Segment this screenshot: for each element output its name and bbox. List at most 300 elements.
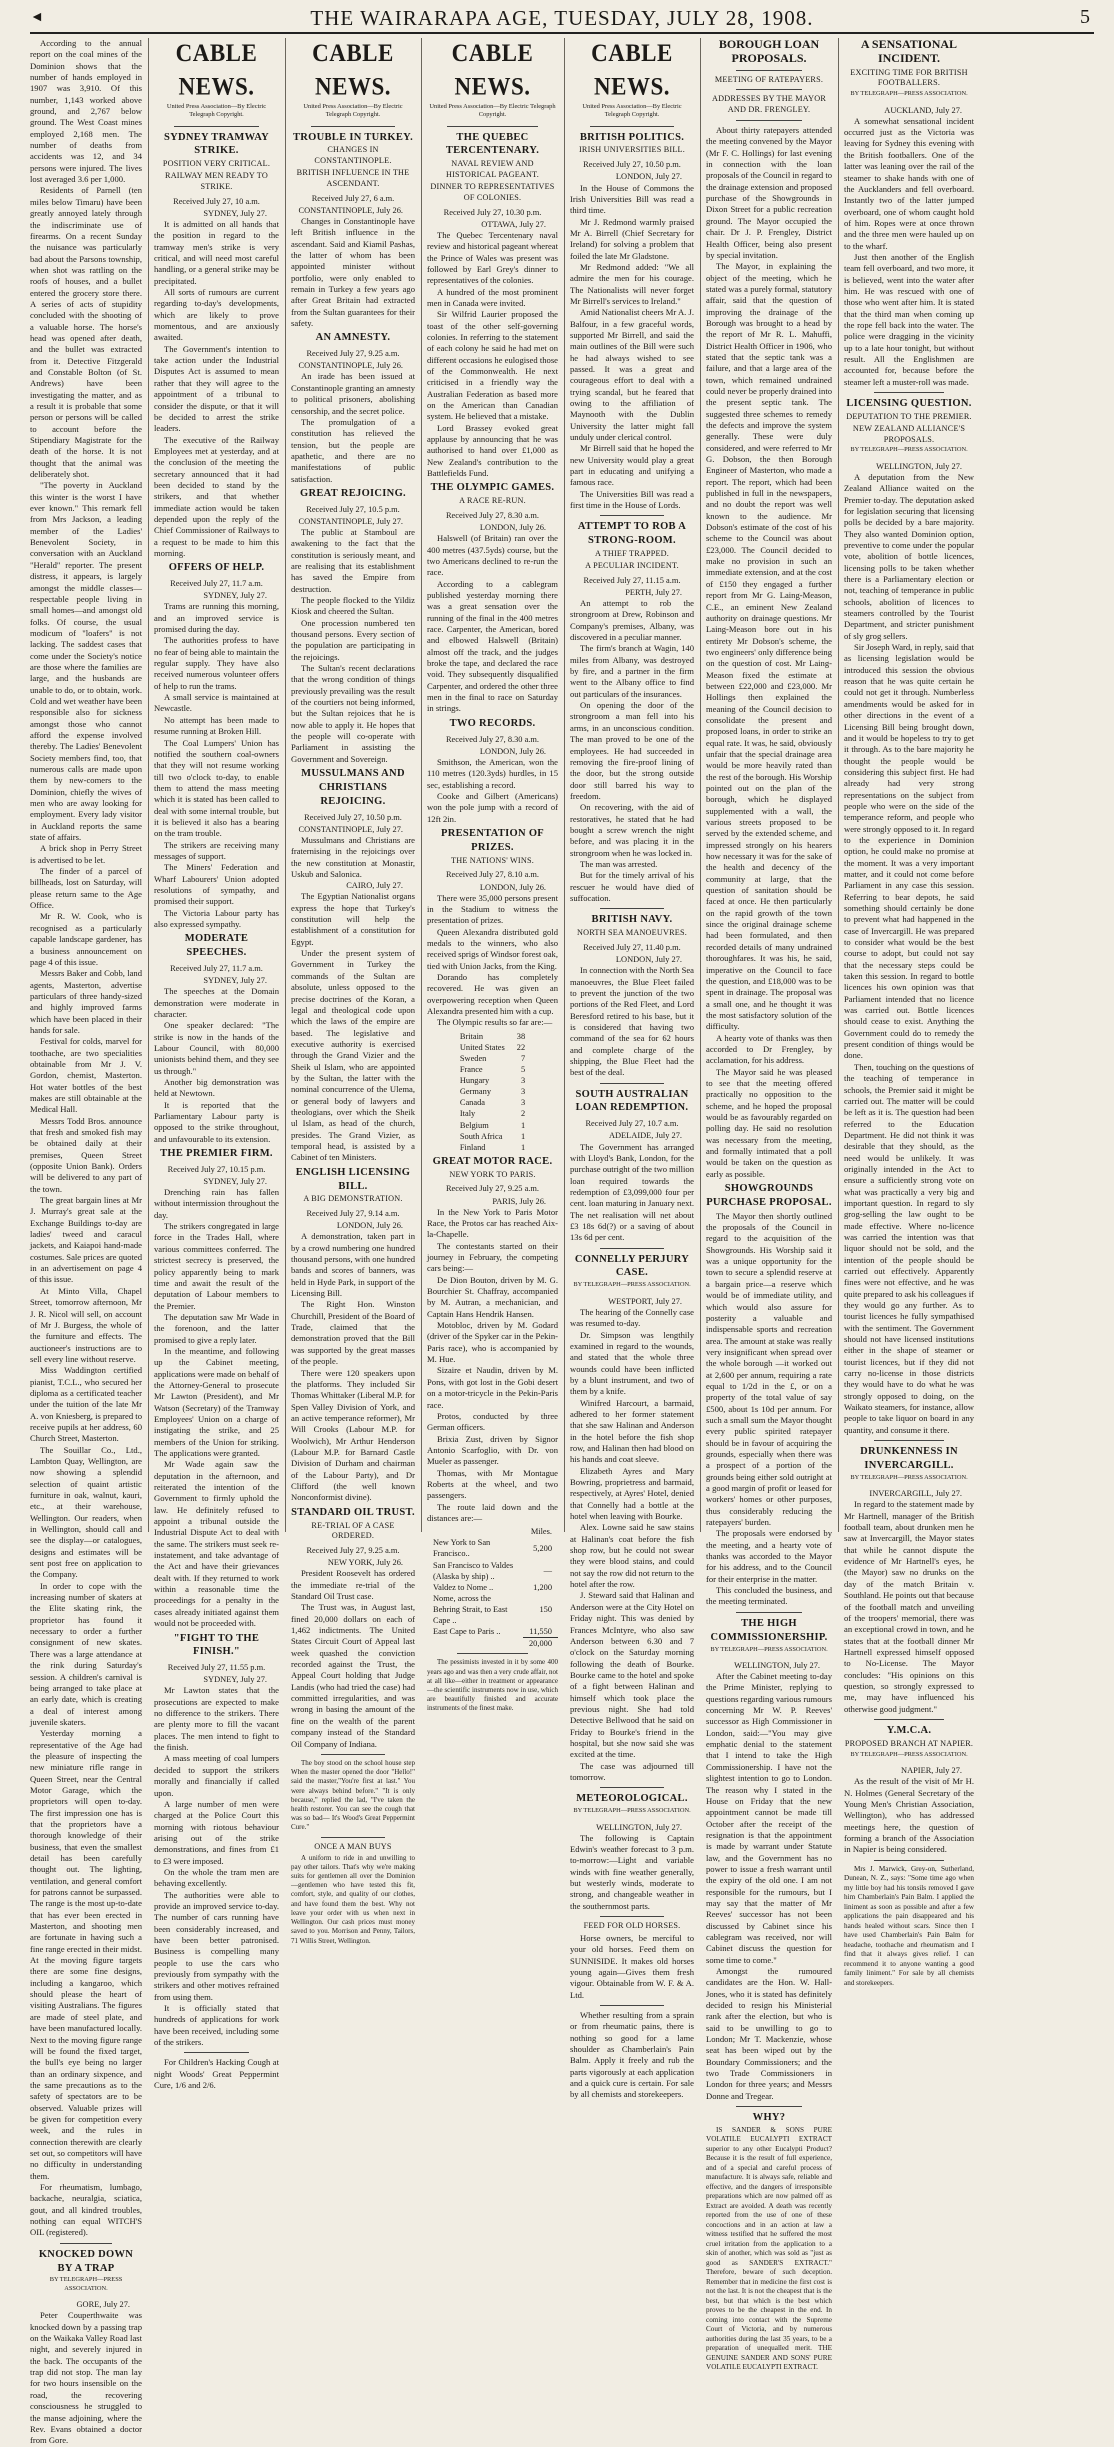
dateline: CONSTANTINOPLE, July 27. (298, 516, 403, 526)
headline: GREAT MOTOR RACE. (432, 1155, 553, 1167)
news-paragraph: The promulgation of a constitution has relieved the tension, but the people are apathetic, and there are no manifestations of public satisfaction. (291, 416, 415, 484)
news-paragraph: As the result of the visit of Mr H. N. Holmes (General Secretary of the Young Men's Christian Association, Wellington), who has addressed meetings here, the question of forming a branch of the Association in Napier is being considered. (844, 1776, 974, 1855)
news-paragraph: One procession numbered ten thousand persons. Every section of the population are participating in the rejoicings. (291, 617, 415, 662)
nation-wins: 1 (520, 1120, 526, 1130)
divider (600, 1083, 664, 1084)
news-paragraph: Messrs Todd Bros. announce that fresh and smoked fish may be obtained daily at their premises, Queen Street (opposite Union Bank). Orders will be delivered to any part of the town. (30, 1115, 142, 1194)
dateline: INVERCARGILL, July 27. (869, 1489, 962, 1499)
agency-credit: BY TELEGRAPH—PRESS ASSOCIATION. (850, 446, 968, 454)
agency-credit: BY TELEGRAPH—PRESS ASSOCIATION. (850, 1750, 968, 1758)
subheadline: NAVAL REVIEW AND HISTORICAL PAGEANT. (446, 159, 539, 180)
agency-credit: United Press Association—By Electric Telegraph Copyright. (429, 102, 556, 119)
news-paragraph: There were 120 speakers upon the platforms. They included Sir Thomas Whittaker (Liberal M.P. for Spen Valley Division of York, and an active temperance reformer), Mr Will Crooks (Labour M.P. for Woolwich), Mr Arthur Henderson (Labour M.P. for Barnard Castle Division of Durham and chairman of the Labour Party), and Dr Clifford (the well known Nonconformist divine). (291, 1367, 415, 1503)
dateline: LONDON, July 27. (615, 955, 682, 965)
route-table (427, 1526, 558, 1649)
nation-wins: 22 (516, 1042, 526, 1052)
news-paragraph: Then, touching on the questions of the teaching of temperance in schools, the Premier said it might be carried out. The matter will be could be left as it is. The question had been referred to the Education Department. He did not think it was desirable that they should, as the need would be unlikely. It was originally intended in the Act to ensure a sufficiently strong vote on what was practically a very big and important question. In regard to sly grog-selling the law ought to be made effective. Where no-licence was carried the intention was that liquor should not be sold, and the intention of the people should be carried out effectively. Apparently fines were not effective, and he was quite prepared to ask his colleagues if they would go any further. As to tourist licences he fully sympathised with the sentiment. The Government should not have licensed institutions either in the shape of steamer or tourist licences, but if they did not carry no-license in those districts they would have to do what he was strongly opposed to doing, on the Waikato steamers, for instance, allow people to take liquor on board in any quantity, and consume it there. (844, 1061, 974, 1435)
headline: A SENSATIONAL INCIDENT. (860, 37, 958, 65)
news-paragraph: Under the present system of Government in Turkey the commands of the Sultan are absolute, unless opposed to the precise doctrines of the Koran, a legal and theological code upon which the laws of the empire are based. The legislative and executive authority is exercised through the Grand Vizier and the Sheik ul Islam, who are appointed by the Sultan, the latter with the nominal concurrence of the Ulema, or general body of lawyers and theologians, over which the Sheik ul Islam, as head of the church, presides. The Grand Vizier, as temporal head, is assisted by a Cabinet of ten Ministers. (291, 948, 415, 1163)
received-line: Received July 27, 11.7 a.m. (170, 964, 263, 974)
news-paragraph: The hearing of the Connelly case was resumed to-day. (570, 1306, 694, 1329)
divider (321, 1754, 385, 1755)
news-paragraph: In the New York to Paris Motor Race, the Protos car has reached Aix-la-Chapelle. (427, 1206, 558, 1240)
news-paragraph: Yesterday morning a representative of the Age had the pleasure of inspecting the new miniature rifle range in Queen Street, near the Central Motor Garage, which the proprietors will open to-day. The first impression one has is that the proprietors have a thorough knowledge of their business, that even the smallest detail has been carefully thought out. The lighting, ventilation, and general comfort for patrons cannot be surpassed. The range is the most up-to-date that has ever been erected in Masterton, and shooting men are fortunate in having such a fine range erected in their midst. At the moving figure targets there are some fine designs, including a kangaroo, which should please the heart of visiting Australians. The figures are made of steel plate, and have been manufactured locally. Next to the moving figure range will be found the fixed target, the bull's eye being no larger than an ordinary sixpence, and the same precautions as to the safety of spectators are to be observed. Valuable prizes will be given for competition every week, and the rules in connection therewith are clearly set out, so competitors will have no difficulty in understanding them. (30, 1728, 142, 2181)
news-paragraph: On the whole the tram men are behaving excellently. (154, 1866, 279, 1889)
subheadline: A RACE RE-RUN. (459, 496, 526, 506)
news-paragraph: The finder of a parcel of billheads, lost on Saturday, will please return same to the Age Office. (30, 866, 142, 911)
headline: ENGLISH LICENSING BILL. (295, 1166, 411, 1192)
route-miles: 11,550 (529, 1627, 552, 1637)
nation-name: Belgium (459, 1120, 489, 1130)
headline: MODERATE SPEECHES. (184, 933, 249, 959)
column-5 (570, 38, 694, 2100)
news-paragraph: Peter Couperthwaite was knocked down by a passing trap on the Waikaka Valley Road last night, and severely injured in the back. The occupants of the trap did not stop. The man lay for two hours insensible on the road, the recovering consciousness he struggled to the manse adjoining, where the Rev. Evans obtained a doctor from Gore. (30, 2310, 142, 2446)
column-rule (700, 38, 701, 1532)
nation-name: Britain (459, 1031, 484, 1041)
received-line: Received July 27, 8.30 a.m. (445, 511, 540, 521)
subheadline: NORTH SEA MANOEUVRES. (577, 928, 687, 938)
news-paragraph: A hundred of the most prominent men in Canada were invited. (427, 286, 558, 308)
route-leg: Nome, across the Behring Strait, to East Cape .. (433, 1593, 508, 1626)
dateline: CONSTANTINOPLE, July 26. (298, 361, 403, 371)
news-paragraph: The Quebec Tercentenary naval review and historical pageant whereat the Prince of Wales was present was followed by Earl Grey's dinner to representatives of the colonies. (427, 229, 558, 286)
news-paragraph: The strikers congregated in large force in the Trades Hall, where various committees conferred. The strictest secrecy is preserved, the policy apparently being to mark time and await the result of the deputation of Labour members to the Premier. (154, 1221, 279, 1311)
news-paragraph: Miss Waddington certified pianist, T.C.L., who secured her diploma as a certificated teacher under the tuition of the late Mr A. von Kniesberg, is prepared to receive pupils at her address, 60 Church Street, Masterton. (30, 1365, 142, 1444)
route-header: Miles. (530, 1527, 552, 1537)
page-edge-mark: ◄ (30, 10, 44, 25)
advertisement: For Children's Hacking Cough at night Woods' Great Peppermint Cure, 1/6 and 2/6. (154, 2057, 279, 2091)
news-paragraph: Mr Wade again saw the deputation in the afternoon, and reiterated the intention of the Government to firmly uphold the law. He definitely refused to appoint a tribunal outside the Industrial Dispute Act to deal with the same. The strikers must seek re-instatement, and take advantage of the Act and have their grievances dealt with. If they returned to work within a reasonable time the proceedings for a penalty in the cases already initiated against them would not be proceeded with. (154, 1459, 279, 1629)
divider (736, 89, 802, 90)
divider (736, 70, 802, 71)
headline: OFFERS OF HELP. (168, 562, 265, 574)
news-paragraph: Residents of Parnell (ten miles below Timaru) have been greatly annoyed lately through the indiscriminate use of firearms. On a recent Sunday the nuisance was particularly bad about the Parsons township, when shot was rattling on the roofs of houses, and a bullet entered the grocery store there. A series of acts of stupidity concluded with the shooting of a valuable horse. The horse's head was opened after death, and the bullet was extracted from it. Detective Fitzgerald and Constable Bolton (of St. Andrews) have been investigating the matter, and as a result it is probable that some person or persons will be called to account before the Stipendiary Magistrate for the death of the horse. It is not thought that the animal was deliberately shot. (30, 185, 142, 480)
news-paragraph: De Dion Bouton, driven by M. G. Bourchier St. Chaffray, accompanied by M. Autran, a mechanician, and Captain Hans Hendrik Hansen. (427, 1274, 558, 1319)
received-line: Received July 27, 11.15 a.m. (583, 575, 681, 585)
route-leg: Valdez to Nome .. (433, 1582, 494, 1592)
nation-wins: 3 (520, 1098, 526, 1108)
subheadline: ADDRESSES BY THE MAYOR AND DR. FRENGLEY. (712, 94, 826, 115)
subheadline: NEW ZEALAND ALLIANCE'S PROPOSALS. (852, 423, 966, 444)
dateline: OTTAWA, July 27. (481, 219, 546, 229)
masthead (30, 6, 1094, 34)
received-line: Received July 27, 10 a.m. (173, 196, 260, 206)
divider (600, 908, 664, 909)
subheadline: EXCITING TIME FOR BRITISH FOOTBALLERS. (850, 67, 968, 88)
column-rule (838, 38, 839, 1532)
advertisement: Whether resulting from a sprain or from rheumatic pains, there is nothing so good for a lame shoulder as Chamberlain's Pain Balm. Apply it freely and rub the parts vigorously at each application and a quick cure is certain. For sale by all chemists and storekeepers. (570, 2010, 694, 2100)
dateline: LONDON, July 26. (479, 746, 546, 756)
page-number: 5 (1080, 6, 1090, 28)
column-rule (285, 38, 286, 1532)
column-6 (706, 37, 833, 2372)
dateline: PERTH, July 27. (625, 587, 682, 597)
masthead-title: THE WAIRARAPA AGE, TUESDAY, JULY 28, 1908. (310, 6, 814, 30)
advertisement: Mrs J. Marwick, Grey-on, Sutherland, Dunean, N. Z., says: "Some time ago when my little boy had his tonsils removed I gave him Chamberlain's Pain Balm. I applied the liniment as soon as possible and after a few applications the pain disappeared and his hands healed without scars. Since then I have used Chamberlain's Pain Balm for headache, toothache and rheumatism and I find that it always gives relief. I can recommend it to anyone wanting a good family liniment." For sale by all chemists and storekeepers. (844, 1864, 974, 1987)
news-paragraph: The following is Captain Edwin's weather forecast to 3 p.m. to-morrow:—Light and variable winds with fine weather generally, but westerly winds, moderate to strong, and changeable weather in the southernmost parts. (570, 1832, 694, 1911)
news-paragraph: Elizabeth Ayres and Mary Bowring, proprietress and barmaid, respectively, at Ayres' Hotel, denied that Connelly had a bottle at the hotel when leaving with Bourke. (570, 1465, 694, 1522)
advertisement-verse: The boy stood on the school house step When the master opened the door "Hello!" said the master,"You're first at last." You were always behind before." "It is only because," replied the lad, "I've taken the health restorer. You can see the cough that was so bad— It's Wood's Great Peppermint Cure." (291, 1758, 415, 1832)
news-paragraph: A mass meeting of coal lumpers decided to support the strikers morally and financially if called upon. (154, 1753, 279, 1798)
news-paragraph: The Mayor said he was pleased to see that the meeting offered practically no opposition to the scheme, and he hoped the proposal would be as favourably regarded on polling day. He said no resolution was necessary from the meeting, and formally intimated that a poll would be taken on the question as early as possible. (706, 1066, 832, 1179)
nation-wins: 1 (520, 1131, 526, 1141)
dateline: GORE, July 27. (76, 2300, 130, 2310)
divider (874, 392, 944, 393)
nation-wins: 3 (520, 1076, 526, 1086)
dateline: WESTPORT, July 27. (608, 1296, 682, 1306)
olympic-result-row (454, 1108, 531, 1119)
news-paragraph: The firm's branch at Wagin, 140 miles from Albany, was destroyed by fire, and a partner in the firm went to the Albany office to find out particulars of the insurances. (570, 643, 694, 699)
news-paragraph: Changes in Constantinople have left British influence in the ascendant. Said and Kiamil Pashas, the latter of whom has been appointed minister without portfolio, were only enabled to remain in Turkey a few years ago after Great Britain had extracted from the Sultan guarantees for their safety. (291, 215, 415, 329)
nation-name: United States (459, 1042, 505, 1052)
agency-credit: BY TELEGRAPH—PRESS ASSOCIATION. (710, 1645, 828, 1653)
news-paragraph: The public at Stamboul are awakening to the fact that the constitution is seriously meant, and are realising that its establishment has saved the Empire from destruction. (291, 526, 415, 594)
agency-credit: BY TELEGRAPH—PRESS ASSOCIATION. (573, 1807, 691, 1815)
news-paragraph: Smithson, the American, won the 110 metres (120.3yds) hurdles, in 15 sec, establishing a record. (427, 756, 558, 790)
olympic-result-row (454, 1064, 531, 1075)
nation-name: Sweden (459, 1053, 487, 1063)
news-paragraph: The Egyptian Nationalist organs express the hope that Turkey's constitution will help the establishment of a constitution for Egypt. (291, 891, 415, 947)
column-2 (154, 38, 279, 2091)
divider (590, 126, 674, 127)
olympic-result-row (454, 1086, 531, 1097)
received-line: Received July 27, 11.55 p.m. (167, 1663, 266, 1673)
news-paragraph: The proposals were endorsed by the meeting, and a hearty vote of thanks was accorded to the Mayor for his address, and to the Council for their enterprise in the matter. (706, 1528, 832, 1584)
received-line: Received July 27, 6 a.m. (311, 193, 395, 203)
news-paragraph: A somewhat sensational incident occurred just as the Victoria was leaving for Sydney this evening with the British footballers. One of the latter was leaning over the rail of the steamer to shake hands with one of the Aucklanders and fell overboard. Instantly two of the latter jumped overboard, one of whom caught hold of him. Ropes were at once thrown and the three men were hauled up on to the wharf. (844, 115, 974, 251)
dateline: WELLINGTON, July 27. (876, 461, 962, 471)
divider (174, 126, 259, 127)
nation-name: Italy (459, 1109, 476, 1119)
received-line: Received July 27, 9.25 a.m. (306, 1546, 400, 1556)
nation-wins: 7 (520, 1053, 526, 1063)
divider (874, 1719, 944, 1720)
divider (600, 1787, 664, 1788)
news-paragraph: No attempt has been made to resume running at Broken Hill. (154, 714, 279, 737)
received-line: Received July 27, 10.5 p.m. (306, 504, 400, 514)
news-paragraph: The speeches at the Domain demonstration were moderate in character. (154, 986, 279, 1019)
agency-credit: BY TELEGRAPH—PRESS ASSOCIATION. (850, 90, 968, 98)
nation-wins: 1 (520, 1142, 526, 1152)
dateline: CAIRO, July 27. (346, 881, 403, 891)
dateline: LONDON, July 27. (615, 172, 682, 182)
column-7 (844, 37, 974, 1987)
olympic-result-row (454, 1075, 531, 1086)
advertisement: IS SANDER & SONS PURE VOLATILE EUCALYPTI EXTRACT superior to any other Eucalypti Product? Because it is the result of full experience, and of a special and careful process of manufacture. It is always safe, reliable and effective, and the dangers of irresponsible preparations which are now palmed off as Extract are avoided. A death was recently reported from the use of one of these concoctions and in an action at law a witness testified that he suffered the most cruel irritation from the application to a skin of another, which was sold as "just as good as SANDER'S EXTRACT." Therefore, beware of such deception. Remember that in medicine the first cost is not the last. It is not the cheapest that is the best, but that which is the best which proves to be the cheapest in the end. In coming into contact with the Supreme Court of Victoria, and by numerous authorities during the last 35 years, to be a preparation of unequalled merit. THE GENUINE SANDER AND SONS' PURE VOLATILE EUCALYPTI EXTRACT. (706, 2125, 832, 2372)
news-paragraph: A small service is maintained at Newcastle. (154, 692, 279, 714)
news-paragraph: Winifred Harcourt, a barmaid, adhered to her former statement that she saw Halinan and Anderson in the hotel before the fish shop row, and Halinan then had blood on his hands and coat sleeve. (570, 1397, 694, 1465)
olympic-result-row (454, 1053, 531, 1064)
news-paragraph: Mr Lawton states that the prosecutions are expected to make no difference to the strikers. There are plenty more to fill the vacant places. The men intend to fight to the finish. (154, 1685, 279, 1753)
headline: THE QUEBEC TERCENTENARY. (445, 131, 540, 157)
nation-wins: 38 (516, 1031, 526, 1041)
headline: KNOCKED DOWN BY A TRAP (38, 2248, 134, 2274)
nation-name: South Africa (459, 1131, 503, 1141)
news-paragraph: An irade has been issued at Constantinople granting an amnesty to political prisoners, abolishing censorship, and the secret police. (291, 371, 415, 416)
dateline: WELLINGTON, July 27. (596, 1822, 682, 1832)
news-paragraph: The Mayor then shortly outlined the proposals of the Council in regard to the acquisition of the Showgrounds. His Worship said it was a unique opportunity for the town to secure a splendid reserve at a bargain price—a reserve which would be of immediate utility, and which would also assure for posterity a valuable and indispensable sports and recreation area. The amount at stake was really very insignificant when spread over the whole borough —it worked out at 2,600 per annum, requiring a rate equal to 1/2d in the £, or on a property of the total value of say £500, about 1s 10d per annum. For such a small sum the Mayor thought every public spirited ratepayer should be in favour of acquiring the grounds, especially when there was a prospect of a portion of the grounds being either sold outright at a good margin of profit or leased for workers' homes or other purposes, thus considerably reducing the ratepayers' burden. (706, 1210, 832, 1528)
received-line: Received July 27, 11.7 a.m. (170, 579, 263, 589)
subheadline: BRITISH INFLUENCE IN THE ASCENDANT. (296, 168, 410, 188)
received-line: Received July 27, 10.30 p.m. (443, 207, 542, 217)
news-paragraph: Cooke and Gilbert (Americans) won the pole jump with a record of 12ft 2in. (427, 790, 558, 824)
news-paragraph: On recovering, with the aid of restoratives, he stated that he had bought a screw wrench the night before, and was placing it in the strongroom when he was locked in. (570, 802, 694, 858)
dateline: SYDNEY, July 27. (203, 1177, 267, 1187)
received-line: Received July 27, 11.40 p.m. (583, 943, 681, 952)
headline: TWO RECORDS. (449, 717, 536, 729)
nation-name: Hungary (459, 1076, 490, 1086)
subheadline: ONCE A MAN BUYS (314, 1841, 392, 1851)
route-row (427, 1537, 558, 1559)
received-line: Received July 27, 9.25 a.m. (306, 349, 400, 359)
subheadline: DINNER TO REPRESENTATIVES OF COLONIES. (430, 182, 555, 202)
nation-name: France (459, 1065, 483, 1075)
dateline: LONDON, July 26. (336, 1221, 403, 1231)
column-3 (291, 38, 415, 1945)
news-paragraph: Thomas, with Mr Montague Roberts at the wheel, and two passengers. (427, 1467, 558, 1501)
news-paragraph: In order to cope with the increasing number of skaters at the Elite skating rink, the proprietor has found it necessary to order a further consignment of new skates. There was a large attendance at the rink during Saturday's session. A children's carnival is being arranged to take place at an early date, which is creating a deal of interest among juvenile skaters. (30, 1580, 142, 1727)
headline: CONNELLY PERJURY CASE. (574, 1253, 690, 1279)
divider (321, 1837, 385, 1838)
olympic-result-row (454, 1097, 531, 1108)
divider (874, 1860, 944, 1861)
news-paragraph: The authorities profess to have no fear of being able to maintain the regular supply. They have also received numerous volunteer offers of help to run the trams. (154, 635, 279, 691)
news-paragraph: About thirty ratepayers attended the meeting convened by the Mayor (Mr F. C. Hollings) for last evening in connection with the loan proposals of the Council in regard to the drainage extension and proposed purchase of the Showgrounds in Dixon Street for a public recreation ground. The Mayor occupied the chair. Dr J. P. Frengley, District Health Officer, being also present by special invitation. (706, 125, 833, 260)
section-title: CABLE NEWS. (451, 38, 534, 101)
headline: DRUNKENNESS IN INVERCARGILL. (860, 1446, 958, 1472)
headline: LICENSING QUESTION. (846, 398, 972, 410)
news-paragraph: A large number of men were charged at the Police Court this morning with riotous behaviour arising out of the strike demonstrations, and fines from £1 to £3 were imposed. (154, 1798, 279, 1866)
news-paragraph: Amongst the rumoured candidates are the Hon. W. Hall-Jones, who it is stated has definitely decided to resign his Ministerial rank after the election, but who is said to be unwilling to go to London; Mr T. Mackenzie, whose seat has been wiped out by the Boundary Commissioners; and the two Trade Commissioners in London for three years; and Messrs Donne and Tregear. (706, 1966, 832, 2101)
route-leg: New York to San Francisco.. (433, 1538, 491, 1559)
news-paragraph: The contestants started on their journey in February, the competing cars being:— (427, 1240, 558, 1274)
subheadline: PROPOSED BRANCH AT NAPIER. (844, 1738, 974, 1748)
route-row (427, 1582, 558, 1593)
dateline: NAPIER, July 27. (901, 1766, 962, 1776)
news-paragraph: Dr. Simpson was lengthily examined in regard to the wounds, and stated that the whole three wounds could have been inflicted by a blunt instrument, and two of them by a knife. (570, 1329, 694, 1397)
news-paragraph: It is officially stated that hundreds of applications for work have been received, including some of the strikers. (154, 2003, 279, 2048)
news-paragraph: Brixia Zust, driven by Signor Antonio Scarfoglio, with Dr. von Mueler as passenger. (427, 1433, 558, 1467)
news-paragraph: The authorities were able to provide an improved service to-day. The number of cars running have been considerably increased, and have been better patronised. Business is compelling many people to use the cars who previously from sympathy with the strikers and other motives refrained from using them. (154, 1889, 279, 2002)
subheadline: A THIEF TRAPPED. (594, 549, 670, 559)
news-paragraph: Just then another of the English team fell overboard, and two more, it is believed, went into the water after him. He was rescued with one of those who went after him. It is stated that the third man when coming up the rope fell back into the water. The police were dragging in the vicinity up to a late hour tonight, but without result. All the Englishmen are accounted for, because before the steamer left a muster-roll was made. (844, 251, 974, 387)
divider (600, 2005, 664, 2006)
headline: STANDARD OIL TRUST. (291, 1506, 415, 1518)
news-paragraph: A hearty vote of thanks was then accorded to Dr Frengley, by acclamation, for his address. (706, 1032, 832, 1066)
news-paragraph: On opening the door of the strongroom a man fell into his arms, in an unconscious condition. The man proved to be one of the employees. He had succeeded in removing the fire-proof lining of the door, but the strong outside door still barred his way to freedom. (570, 700, 694, 801)
news-paragraph: The strikers are receiving many messages of support. (154, 839, 279, 861)
news-paragraph: Sizaire et Naudin, driven by M. Pons, with got lost in the Gobi desert on a motor-tricycle in the Pekin-Paris race. (427, 1365, 558, 1410)
olympic-result-row (454, 1131, 531, 1142)
news-paragraph: Protos, conducted by three German officers. (427, 1410, 558, 1433)
news-paragraph: All sorts of rumours are current regarding to-day's developments, which are likely to prove momentous, and are anxiously awaited. (154, 287, 279, 343)
dateline: ADELAIDE, July 27. (608, 1131, 682, 1141)
headline: "FIGHT TO THE FINISH." (173, 1632, 260, 1658)
news-paragraph: The Souillar Co., Ltd., Lambton Quay, Wellington, are now showing a splendid selection of quaint artistic furniture in oak, walnut, kauri, etc., at their warehouse, Wellington. Our readers, when in Wellington, should call and see the display—or catalogues, designs and estimates will be sent post free on application to the Company. (30, 1444, 142, 1580)
divider (874, 1440, 944, 1441)
news-paragraph: Mr Birrell said that he hoped the new University would play a great part in educating and unifying a famous race. (570, 443, 694, 488)
news-paragraph: The man was arrested. (580, 858, 658, 869)
route-miles: 5,200 (533, 1543, 552, 1553)
column-1 (30, 38, 142, 2446)
dateline: NEW YORK, July 26. (327, 1558, 403, 1568)
news-paragraph: Messrs Baker and Cobb, land agents, Masterton, advertise particulars of three handy-sized and highly improved farms which have been placed in their hands for sale. (30, 968, 142, 1035)
news-paragraph: The Miners' Federation and Wharf Labourers' Union adopted resolutions of sympathy, and promised their support. (154, 862, 279, 907)
column-rule (421, 38, 422, 1532)
divider (736, 120, 802, 121)
divider (447, 126, 538, 127)
dateline: PARIS, July 26. (492, 1196, 546, 1206)
dateline: LONDON, July 26. (479, 523, 546, 533)
news-paragraph: The pessimists invested in it by some 400 years ago and was then a very crude affair, not at all like—either in treatment or appearance—the scientific instruments now in use, which are beautifully finished and accurate instruments of the finest make. (427, 1658, 558, 1713)
headline: THE PREMIER FIRM. (160, 1148, 273, 1160)
olympic-result-row (454, 1142, 531, 1153)
subheadline: POSITION VERY CRITICAL. (162, 159, 271, 169)
news-paragraph: "The poverty in Auckland this winter is the worst I have ever known." This remark fell from Mrs Jackson, a leading member of the Ladies' Benevolent Society, in conversation with an Auckland "Herald" reporter. The present distress, it appears, is largely amongst the middle classes—respectable people living in small homes—and amongst old folks. Of course, the usual modicum of "loafers" is not lacking. The saddest cases that come under the Society's notice are those where the families are large, and the husbands are unable to do, or to obtain, work. Cold and wet weather have been responsible also for sickness amongst those who cannot afford the expense involved thereby. The Ladies' Benevolent Society members find, too, that numerous calls are made upon them by new-comers to the Dominion, chiefly the wives of men who are away looking for employment. Every lady visitor in Auckland reports the same state of affairs. (30, 480, 142, 843)
news-paragraph: Mr Redmond added: "We all admire the men for his courage. The Nationalists will never forget Mr Birrell's services to Ireland." (570, 261, 694, 306)
news-paragraph: The route laid down and the distances are:— (427, 1501, 558, 1523)
agency-credit: United Press Association—By Electric Telegraph Copyright. (166, 102, 267, 119)
section-title: CABLE NEWS. (312, 38, 394, 101)
route-row (427, 1593, 558, 1626)
headline: BRITISH NAVY. (591, 914, 673, 926)
news-paragraph: One speaker declared: "The strike is now in the hands of the Labour Council, with 80,000 unionists behind them, and they see us through." (154, 1020, 279, 1076)
route-row (427, 1560, 558, 1582)
headline: SOUTH AUSTRALIAN LOAN REDEMPTION. (575, 1088, 689, 1114)
news-paragraph: Dorando has completely recovered. He was given an overpowering reception when Queen Alexandra presented him with a cup. (427, 972, 558, 1017)
route-leg: East Cape to Paris .. (433, 1627, 501, 1637)
dateline: SYDNEY, July 27. (203, 1675, 267, 1685)
divider (600, 515, 664, 516)
olympic-result-row (454, 1120, 531, 1131)
news-paragraph: After the Cabinet meeting to-day the Prime Minister, replying to questions regarding various rumours concerning Mr W. P. Reeves' successor as High Commissioner in London, said:—"You may give emphatic denial to the statement that I intend to take the High Commissionership. I have not the slightest intention to go to London. The reason why I stated in the House on Friday that the new appointment cannot be made till October after the receipt of the resignation is that the appointment is made by warrant under Statute law, and the Government has no power to issue a fresh warrant until the expiry of the old one. I am not responsible for the rumours, but I may say that the matter of Mr Reeves' successor has not been discussed by Cabinet since his cablegram was received, nor will Cabinet discuss the question for some time to come." (706, 1671, 832, 1965)
divider (736, 2106, 802, 2107)
subheadline: DEPUTATION TO THE PREMIER. (846, 411, 972, 421)
nation-wins: 5 (520, 1065, 526, 1075)
column-rule (564, 38, 565, 1532)
nation-name: Finland (459, 1142, 486, 1152)
headline: SYDNEY TRAMWAY STRIKE. (163, 131, 270, 157)
divider (600, 1916, 664, 1917)
news-paragraph: The people flocked to the Yildiz Kiosk and cheered the Sultan. (291, 595, 415, 617)
headline: MUSSULMANS AND CHRISTIANS REJOICING. (301, 768, 405, 807)
news-paragraph: Amid Nationalist cheers Mr A. J. Balfour, in a few graceful words, supported Mr Birrell, and said the main outlines of the Bill were such he had always wished to see passed. It was a great and courageous effort to deal with a trying scandal, but he feared that owing to the affiliation of Maynooth with the Dublin University the latter might fall unduly under clerical control. (570, 307, 694, 443)
headline: BOROUGH LOAN PROPOSALS. (718, 37, 820, 65)
subheadline: THE NATIONS' WINS. (451, 855, 534, 865)
section-title: CABLE NEWS. (175, 38, 258, 101)
subheadline: A PECULIAR INCIDENT. (585, 561, 679, 571)
divider (457, 1653, 528, 1654)
olympic-result-row (454, 1031, 531, 1042)
received-line: Received July 27, 10.15 p.m. (167, 1164, 266, 1174)
route-total: 20,000 (523, 1638, 558, 1650)
news-paragraph: At Minto Villa, Chapel Street, tomorrow afternoon, Mr J. R. Nicol will sell, on account of Mr J. Burgess, the whole of the furniture and effects. The auctioneer's instructions are to sell every line without reserve. (30, 1285, 142, 1364)
news-paragraph: Mussulmans and Christians are fraternising in the rejoicings over the new constitution at Monastir, Uskub and Salonica. (291, 834, 415, 879)
nation-name: Germany (459, 1087, 492, 1097)
news-paragraph: The Victoria Labour party has also expressed sympathy. (154, 907, 279, 929)
headline: AN AMNESTY. (315, 332, 391, 344)
news-paragraph: The Sultan's recent declarations that the wrong condition of things previously prevailing was the result of the courtiers not being informed, but the Sultan rejoices that he is now able to apply it. He hopes that the people will co-operate with Parliament in assisting the Government and Sovereign. (291, 663, 415, 764)
news-paragraph: But for the timely arrival of his rescuer he would have died of suffocation. (570, 870, 694, 903)
news-paragraph: President Roosevelt has ordered the immediate re-trial of the Standard Oil Trust case. (291, 1568, 415, 1602)
news-paragraph: For rheumatism, lumbago, backache, neuralgia, sciatica, gout, and all kindred troubles, nothing can equal WITCH'S OIL (registered). (30, 2181, 142, 2238)
news-paragraph: There were 35,000 persons present in the Stadium to witness the presentation of prizes. (427, 892, 558, 926)
olympic-result-row (454, 1042, 531, 1053)
subheadline: NEW YORK TO PARIS. (449, 1169, 536, 1179)
divider (184, 2052, 249, 2053)
news-paragraph: The Mayor, in explaining the object of the meeting, which he stated was a purely formal, statutory affair, said that the question of improving the drainage of the Borough was brought to a head by the report of Mr R. L. Mahuffi, District Health Officer in 1906, who stated that the septic tank was a failure, and that a large area of the town, which remained undrained could never be properly drained into the present septic tank. The suggested three schemes to remedy the defects and improve the system generally. These were duly considered, and were referred to Mr G. Dobson, the then Borough Engineer of Masterton, who made a report. The report, which had been published in full in the newspapers, and no doubt the report was well known to the audience. Mr Dobson's estimate of the cost of his scheme to the Council was about £23,000. The Council decided to make no provision in such an immediate extension, and at the cost of £150 they engaged a further report from Mr G. Laing-Meason, C.E., an eminent New Zealand authority on drainage questions. Mr Laing-Meason bore out in his entirety Mr Dobson's scheme, the two engineers' only difference being on the question of cost. Mr Laing-Meason fixed the estimate at between £22,000 and £23,000. Mr Hollings then explained the meaning of the Council decision to consolidate the present and proposed loans, in order to strike an equal rate. It was, he said, obviously unfair that the special drainage area would be more heavily rated than the rest of the borough. His Worship pointed out on the plan of the borough, which he displayed supplemented with a wall, the various streets proposed to be served by the extended scheme, and impressed strongly on his hearers how necessary it was for the sake of the health and decency of the community at large, that the question of sanitation should be faced at once. He then particularly on the rapid growth of the town since the original drainage scheme had been formulated, and then recorded details of many undrained thoroughfares. It was his, he said, imperative on the Council to face the question, and £18,000 was to be spent in drainage. The proposal was a small one, and he thought it was the most satisfactory solution of the difficulty. (706, 261, 832, 1032)
news-paragraph: The Trust was, in August last, fined 20,000 dollars on each of 1,462 indictments. The United States Circuit Court of Appeal last week quashed the conviction recorded against the Trust, the Appeal Court holding that Judge Landis (who had tried the case) had committed irregularities, and was wrong in basing the amount of the fine on the wealth of the parent company instead of the Standard Oil Company of Indiana. (291, 1602, 415, 1749)
news-paragraph: The Right Hon. Winston Churchill, President of the Board of Trade, claimed that the demonstration proved that the Bill was supported by the great masses of the people. (291, 1299, 415, 1367)
news-paragraph: It is reported that the Parliamentary Labour party is opposed to the strike throughout, and unfavourable to its extension. (154, 1099, 279, 1144)
news-paragraph: Motobloc, driven by M. Godard (driver of the Spyker car in the Pekin-Paris race), who is accompanied by M. Hue. (427, 1320, 558, 1365)
route-miles: — (543, 1566, 552, 1576)
news-paragraph: In regard to the statement made by Mr Hartnell, manager of the British football team, about drunken men he saw at Invercargill, the Mayor states that while he cannot dispute the evidence of Mr Hartnell's eyes, he (the Mayor) saw no drunks on the day of the match Britain v. Southland. He points out that because of the football match and unveiling of the troopers' memorial, there was an exceptional crowd in town, and he states that at the football dinner Mr Hartnell expressed himself opposed to No-License. The Mayor concludes: "His opinions on this question, so strongly expressed to me, may have influenced his otherwise good judgment." (844, 1499, 974, 1714)
news-paragraph: The Universities Bill was read a first time in the House of Lords. (570, 488, 694, 511)
received-line: Received July 27, 8.30 a.m. (445, 734, 540, 744)
advertisement: Horse owners, be merciful to your old horses. Feed them on SUNNISIDE. It makes old horses young again—Gives them fresh vigour. Obtainable from W. F. & A. Ltd. (570, 1932, 694, 2000)
headline: SHOWGROUNDS PURCHASE PROPOSAL. (706, 1183, 832, 1208)
divider (600, 1248, 664, 1249)
news-paragraph: The Government has arranged with Lloyd's Bank, London, for the purchase outright of the two million loan required towards the redemption of £3,099,000 four per cent. loan maturing in January next. The net realisation will net about £3 18s 6d(?) or a saving of about 13s 6d per cent. (570, 1141, 694, 1243)
headline: PRESENTATION OF PRIZES. (441, 827, 544, 853)
received-line: Received July 27, 8.10 a.m. (445, 870, 540, 880)
nation-wins: 3 (520, 1087, 526, 1097)
received-line: Received July 27, 10.7 a.m. (585, 1119, 679, 1129)
news-paragraph: A deputation from the New Zealand Alliance waited on the Premier to-day. The deputation asked for legislation securing that licensing polls be decided by a bare majority. They also wanted Dominion option, preventive to come under the popular vote, abolition of bottle licences, licensing polls to be taken whether there is a Parliamentary election or not, teaching of temperance in public schools, abolition of licences to steamers controlled by the Tourist Department, and stricter punishment of sly grog sellers. (844, 471, 974, 641)
received-line: Received July 27, 9.25 a.m. (445, 1184, 540, 1194)
news-paragraph: Festival for colds, marvel for toothache, are two specialities obtainable from Mr J. V. Gordon, chemist, Masterton. Hot water bottles of the best makes are still obtainable at the Medical Hall. (30, 1036, 142, 1115)
headline: Y.M.C.A. (886, 1724, 932, 1736)
news-paragraph: This concluded the business, and the meeting terminated. (706, 1585, 832, 1607)
divider (736, 1612, 802, 1613)
news-paragraph: The great bargain lines at Mr J. Murray's great sale at the Exchange Buildings to-day are ladies' tweed and caracul jackets, and Kaiapoi hand-made costumes. Sale prices are quoted in an advertisement on page 4 of this issue. (30, 1195, 142, 1285)
news-paragraph: Mr J. Redmond warmly praised Mr A. Birrell (Chief Secretary for Ireland) for solving a problem that foiled the late Mr Gladstone. (570, 216, 694, 261)
news-paragraph: Trams are running this morning, and an improved service is promised during the day. (154, 601, 279, 635)
headline: WHY? (752, 2112, 786, 2124)
dateline: AUCKLAND, July 27. (884, 105, 962, 115)
news-paragraph: In the House of Commons the Irish Universities Bill was read a third time. (570, 182, 694, 216)
divider (60, 2243, 112, 2244)
subheadline: RE-TRIAL OF A CASE ORDERED. (311, 1520, 395, 1541)
news-paragraph: A demonstration, taken part in by a crowd numbering one hundred thousand persons, with one hundred bands and scores of banners, was held in Hyde Park, in support of the Licensing Bill. (291, 1231, 415, 1299)
news-paragraph: A brick shop in Perry Street is advertised to be let. (30, 843, 142, 865)
route-leg: San Francisco to Valdes (Alaska by ship) .. (433, 1560, 514, 1581)
divider (311, 126, 395, 127)
news-paragraph: The Government's intention to take action under the Industrial Disputes Act is assumed to mean rather that they will agree to the appointment of a tribunal to consider the dispute, or that it will be decided to arrest the strike leaders. (154, 343, 279, 434)
news-paragraph: Mr R. W. Cook, who is recognised as a particularly capable landscape gardener, has a business announcement on page 4 of this issue. (30, 911, 142, 967)
received-line: Received July 27, 10.50 p.m. (583, 160, 681, 170)
dateline: CONSTANTINOPLE, July 27. (298, 824, 403, 834)
advertisement: A uniform to ride in and unwilling to pay other tailors. That's why we're making suits for gentlemen all over the Dominion—gentlemen who have tested this fit, comfort, style, and quality of our clothes, and have found them the best. Why not leave your order with us when next in Wellington. Our cash prices must money saved to you. Morrison and Penny, Tailors, 71 Willis Street, Wellington. (291, 1853, 415, 1945)
received-line: Received July 27, 10.50 p.m. (304, 812, 402, 822)
news-paragraph: In connection with the North Sea manoeuvres, the Blue Fleet failed to prevent the junction of the two portions of the Red Fleet, and Lord Beresford retired to his base, but it is considered that having two command of the sea for 62 hours and complete charge of the shipping, the Blue Fleet had the best of the deal. (570, 965, 694, 1078)
news-paragraph: Drenching rain has fallen without intermission throughout the day. (154, 1187, 279, 1220)
dateline: SYDNEY, July 27. (203, 591, 267, 601)
headline: ATTEMPT TO ROB A STRONG-ROOM. (577, 521, 687, 547)
route-row (427, 1626, 558, 1638)
dateline: SYDNEY, July 27. (203, 208, 267, 218)
news-paragraph: The case was adjourned till tomorrow. (570, 1760, 694, 1782)
section-title: CABLE NEWS. (591, 38, 673, 101)
nation-wins: 2 (520, 1109, 526, 1119)
news-paragraph: Sir Wilfrid Laurier proposed the toast of the other self-governing colonies. In referring to the statement of each colony he said he had met on different occasions he eulogised those of the Commonwealth. He next criticised in a friendly way the Australian Federation as based more on the American than Canadian system. He believed that a mistake. (427, 309, 558, 422)
headline: METEOROLOGICAL. (576, 1793, 688, 1805)
headline: GREAT REJOICING. (300, 487, 406, 499)
route-miles: 1,200 (533, 1582, 552, 1592)
agency-credit: United Press Association—By Electric Telegraph Copyright. (303, 102, 403, 119)
subheadline: MEETING OF RATEPAYERS. (714, 74, 824, 84)
